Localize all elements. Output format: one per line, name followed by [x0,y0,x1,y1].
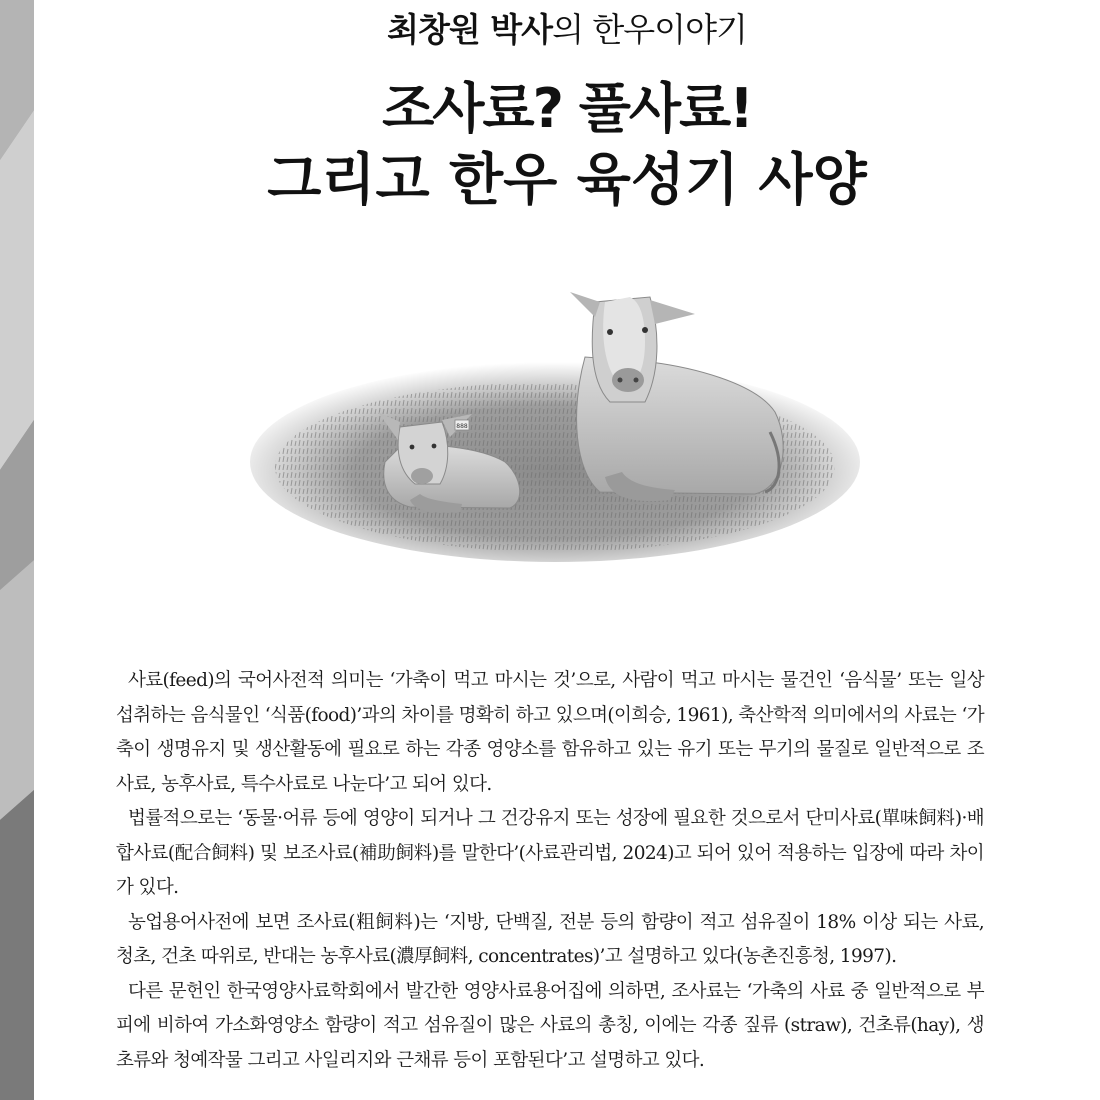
cow-figure [570,292,783,501]
body-paragraph: 사료(feed)의 국어사전적 의미는 ‘가축이 먹고 마시는 것’으로, 사람이 먹고 마시는 물건인 ‘음식물’ 또는 일상 섭취하는 음식물인 ‘식품(food)’과의 차이를 명확히 하고 있으며(이희승, 1961), 축산학적 의미에서의 사료는 ‘가축이 생명유지 및 생산활동에 필요로 하는 각종 영양소를 함유하고 있는 유기 또는 무기의 물질로 일반적으로 조사료, 농후사료, 특수사료로 나눈다’고 되어 있다. [116,670,984,795]
series-author: 최창원 박사 [387,10,553,49]
body-paragraph: 농업용어사전에 보면 조사료(粗飼料)는 ‘지방, 단백질, 전분 등의 함량이 적고 섬유질이 18% 이상 되는 사료, 청초, 건초 따위로, 반대는 농후사료(濃厚飼料, concentrates)’고 설명하고 있다(농촌진흥청, 1997). [116,911,984,967]
body-paragraph: 법률적으로는 ‘동물·어류 등에 영양이 되거나 그 건강유지 또는 성장에 필요한 것으로서 단미사료(單味飼料)·배합사료(配合飼料) 및 보조사료(補助飼料)를 말한다’(사료관리법, 2024)고 되어 있어 적용하는 입장에 따라 차이가 있다. [116,808,984,898]
series-heading [34,4,1100,51]
side-decoration [0,0,34,1100]
article-body [116,664,984,1078]
series-name: 의 한우이야기 [552,10,747,49]
page [34,0,1100,1100]
article-title-line2: 그리고 한우 육성기 사양 [267,148,867,213]
body-paragraph: 다른 문헌인 한국영양사료학회에서 발간한 영양사료용어집에 의하면, 조사료는 ‘가축의 사료 중 일반적으로 부피에 비하여 가소화영양소 함량이 적고 섬유질이 많은 사료의 총칭, 이에는 각종 짚류 (straw), 건초류(hay), 생초류와 청예작물 그리고 사일리지와 근채류 등이 포함된다’고 설명하고 있다. [116,980,984,1071]
ear-tag-number: 888 [456,423,468,430]
cow-and-calf-photo [250,262,870,572]
article-title-line1: 조사료? 풀사료! [382,77,752,140]
